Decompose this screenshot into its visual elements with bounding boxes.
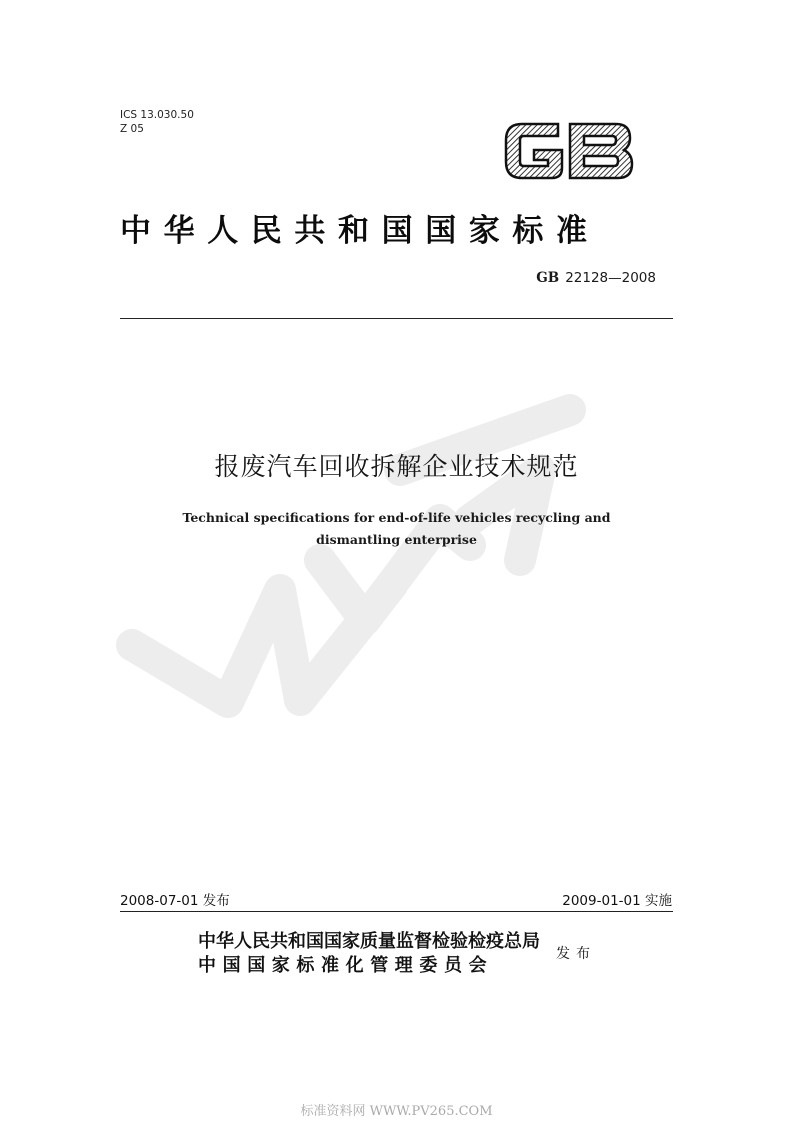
header-divider xyxy=(120,318,673,319)
national-standard-heading: 中华人民共和国国家标准 xyxy=(120,213,600,249)
footer-divider xyxy=(120,911,673,912)
standard-code: 22128—2008 xyxy=(565,270,656,286)
standard-prefix: GB xyxy=(536,270,560,286)
issuing-authorities xyxy=(198,930,540,978)
gb-logo-icon xyxy=(500,116,638,186)
document-title-en xyxy=(0,507,793,551)
title-en-line-2: dismantling enterprise xyxy=(316,532,477,547)
publish-label: 发布 xyxy=(556,946,596,962)
ics-code: ICS 13.030.50 xyxy=(120,109,194,121)
document-title-cn: 报废汽车回收拆解企业技术规范 xyxy=(214,452,579,481)
footer-source-link[interactable]: 标准资料网 WWW.PV265.COM xyxy=(300,1104,493,1119)
standard-number xyxy=(536,270,656,286)
title-en-line-1: Technical specifications for end-of-life vehicles recycling and xyxy=(182,510,611,525)
classification-codes xyxy=(120,108,194,136)
issuer-sac: 中国国家标准化管理委员会 xyxy=(198,955,494,976)
issuer-aqsiq: 中华人民共和国国家质量监督检验检疫总局 xyxy=(198,931,540,952)
issue-date: 2008-07-01 发布 xyxy=(120,893,230,909)
ccs-code: Z 05 xyxy=(120,123,144,135)
implementation-date: 2009-01-01 实施 xyxy=(562,893,672,909)
